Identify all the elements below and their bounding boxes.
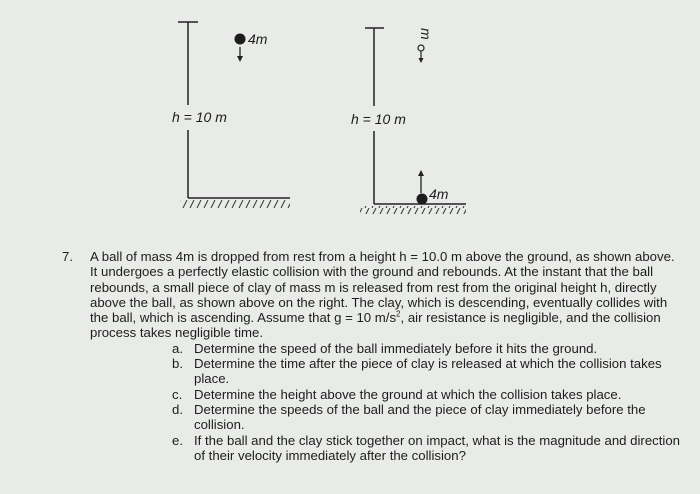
- right-clay-label: m: [418, 28, 434, 40]
- part-letter: a.: [172, 340, 183, 356]
- right-ball: [417, 194, 428, 205]
- right-panel: [351, 28, 466, 214]
- subquestion-list: [62, 341, 682, 463]
- part-text: Determine the speed of the ball immediately before it hits the ground.: [194, 340, 598, 356]
- subquestion-a: [62, 341, 682, 356]
- subquestion-b: [62, 356, 682, 387]
- part-text: Determine the height above the ground at which the collision takes place.: [194, 386, 622, 402]
- subquestion-d: [62, 402, 682, 433]
- left-height-label: h = 10 m: [172, 109, 227, 125]
- part-text: If the ball and the clay stick together on impact, what is the magnitude and direction of their velocity immediately after the collision?: [194, 432, 681, 463]
- right-height-label: h = 10 m: [351, 111, 406, 127]
- left-ground-hatch: [180, 200, 290, 208]
- subquestion-e: [62, 433, 682, 464]
- right-ground-hatch: [360, 206, 466, 214]
- problem-stem: [62, 249, 682, 341]
- part-letter: b.: [172, 356, 183, 372]
- right-ball-label: 4m: [429, 186, 449, 202]
- question-number: 7.: [62, 249, 73, 264]
- subquestion-c: [62, 387, 682, 402]
- part-letter: c.: [172, 386, 183, 402]
- stem-exponent: 2: [396, 309, 401, 319]
- left-panel: [172, 22, 290, 208]
- part-letter: e.: [172, 432, 183, 448]
- part-text: Determine the speeds of the ball and the piece of clay immediately before the collision.: [194, 401, 646, 433]
- part-letter: d.: [172, 401, 183, 417]
- part-text: Determine the time after the piece of clay is released at which the collision takes place.: [194, 356, 662, 387]
- problem-7: [62, 249, 682, 463]
- stem-text: A ball of mass 4m is dropped from rest from a height h = 10.0 m above the ground, as shown above. It undergoes a perfectly elastic collision with the ground and rebounds. At the instant that the ball rebounds, a small piece of clay of mass m is released from rest from the original height h, directly above the ball, as shown above on the right. The clay, which is descending, eventually collides with the ball, which is ascending. Assume that g = 10 m/s: [90, 249, 675, 326]
- right-clay-arrowhead: [419, 58, 424, 63]
- right-clay: [418, 45, 424, 51]
- physics-diagram: [0, 0, 700, 230]
- left-arrowhead: [237, 56, 243, 62]
- left-mass-label: 4m: [248, 31, 268, 47]
- stem-text-end: , air resistance is negligible, and the collision process takes negligible time.: [90, 310, 661, 341]
- left-ball: [235, 34, 246, 45]
- right-ball-arrowhead: [418, 170, 424, 176]
